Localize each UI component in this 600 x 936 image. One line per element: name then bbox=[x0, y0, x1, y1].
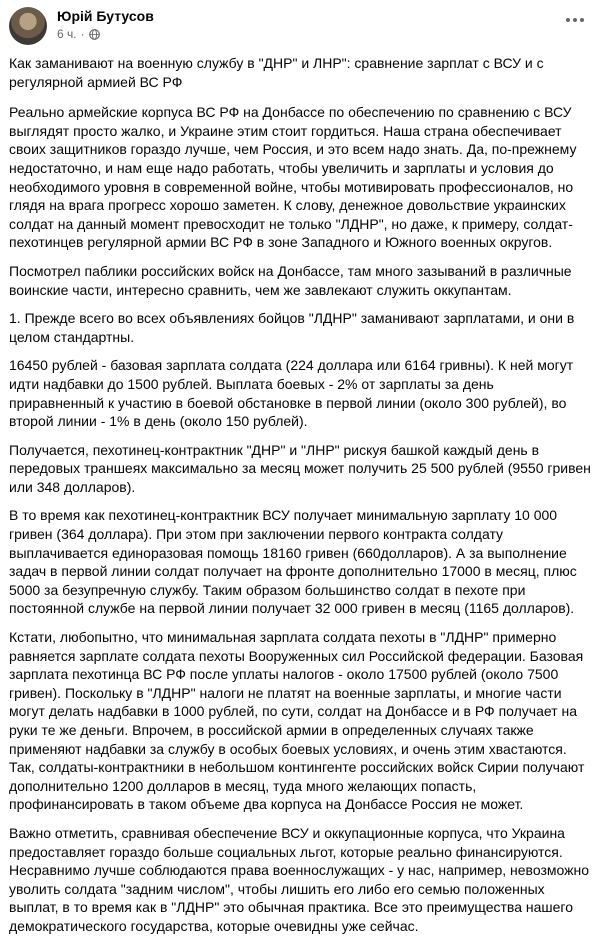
more-options-icon[interactable] bbox=[562, 10, 588, 30]
post-paragraph: 16450 рублей - базовая зарплата солдата (224 доллара или 6164 гривны). К ней могут идти надбавки до 1500 рублей. Выплата боевых - 2% от зарплаты за день приравненный к участию в боевой обстановке в первой линии (около 300 рублей), во второй линии - 1% в день (около 150 рублей). bbox=[9, 357, 574, 430]
post-paragraph: Кстати, любопытно, что минимальная зарплата солдата пехоты в "ЛДНР" примерно равняется зарплате солдата пехоты Вооруженных сил Российской федерации. Базовая зарплата пехотинца ВС РФ после уплаты налогов - около 17500 рублей (около 7500 гривен). Поскольку в "ЛДНР" налоги не платят на военные зарплаты, и многие части могут делать надбавки в 1000 рублей, по сути, солдат на Донбассе и в РФ получает на руки те же деньги. Впрочем, в российской армии в определенных случаях также применяют надбавки за службу в особых боевых условиях, и очень этим хвастаются. Так, солдаты-контрактники в небольшом контингенте российских войск Сирии получают дополнительно 1200 долларов в месяц, туда много желающих попасть, профинансировать в таком объеме два корпуса на Донбассе Россия не может. bbox=[9, 629, 585, 813]
post-text bbox=[9, 54, 592, 936]
post-header bbox=[9, 6, 592, 50]
globe-icon bbox=[89, 29, 100, 40]
post-timestamp-row bbox=[57, 26, 154, 42]
post-paragraph: Важно отметить, сравнивая обеспечение ВСУ и оккупационные корпуса, что Украина предоставляет гораздо больше социальных льгот, которые реально финансируются. Несравнимо лучше соблюдаются права военнослужащих - у нас, например, невозможно уволить солдата "задним числом", чтобы лишить его либо его семью положенных выплат, в то время как в "ЛДНР" это обычная практика. Все это преимущества нашего демократического государства, которые очевидны уже сейчас. bbox=[9, 824, 590, 934]
post-paragraph: Получается, пехотинец-контрактник "ДНР" и "ЛНР" рискуя башкой каждый день в передовых траншеях максимально за месяц может получить 25 500 рублей (9550 гривен или 348 долларов). bbox=[9, 441, 591, 495]
post-paragraph: Как заманивают на военную службу в "ДНР" и ЛНР": сравнение зарплат с ВСУ и с регулярной армией ВС РФ bbox=[9, 55, 544, 90]
meta-separator: · bbox=[80, 27, 85, 41]
post-paragraph: В то время как пехотинец-контрактник ВСУ получает минимальную зарплату 10 000 гривен (364 доллара). При этом при заключении первого контракта солдату выплачивается единоразовая помощь 18160 гривен (660долларов). А за выполнение задач в первой линии солдат получает на фронте дополнительно 17000 в месяц, плюс 5000 за безупречную службу. Таким образом большинство солдат в пехоте при постоянной службе на первой линии получает 32 000 гривен в месяц (1165 долларов). bbox=[9, 507, 577, 617]
author-name[interactable]: Юрій Бутусов bbox=[57, 8, 154, 24]
author-avatar[interactable] bbox=[9, 7, 47, 45]
post-time[interactable]: 6 ч. bbox=[57, 27, 77, 41]
post-paragraph: Реально армейские корпуса ВС РФ на Донбассе по обеспечению по сравнению с ВСУ выглядят просто жалко, и Украине этим стоит гордиться. Наша страна обеспечивает своих защитников гораздо лучше, чем Россия, и это всем надо знать. Да, по-прежнему недостаточно, и нам еще надо работать, чтобы увеличить и зарплаты и условия до необходимого уровня в современной войне, чтобы мотивировать профессионалов, но глядя на врага прогресс хорошо заметен. К слову, денежное довольствие украинских солдат на данный момент превосходит не только "ЛДНР", но даже, к примеру, солдат-пехотинцев регулярной армии ВС РФ в зоне Западного и Южного военных округов. bbox=[9, 104, 577, 251]
post-paragraph: 1. Прежде всего во всех объявлениях бойцов "ЛДНР" заманивают зарплатами, и они в целом стандартны. bbox=[9, 310, 575, 345]
post-meta bbox=[57, 7, 154, 42]
post-paragraph: Посмотрел паблики российских войск на Донбассе, там много зазываний в различные воинские части, интересно сравнить, чем же завлекают служить оккупантам. bbox=[9, 262, 572, 298]
